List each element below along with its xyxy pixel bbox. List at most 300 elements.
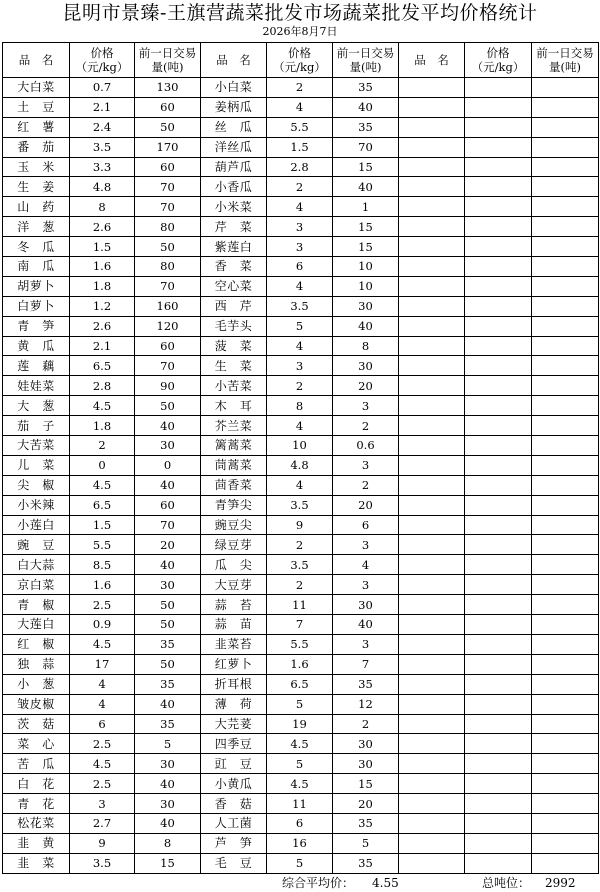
cell-price: 2 <box>267 376 333 396</box>
empty-cell <box>399 376 465 396</box>
header-row <box>3 43 599 78</box>
cell-price: 17 <box>70 654 135 674</box>
header-price-3: 价格（元/kg） <box>465 43 532 78</box>
table-row <box>3 555 599 575</box>
table-row <box>3 78 599 98</box>
table-row <box>3 654 599 674</box>
table-row <box>3 734 599 754</box>
empty-cell <box>465 495 532 515</box>
cell-volume: 30 <box>135 436 201 456</box>
empty-cell <box>465 515 532 535</box>
cell-price: 3.5 <box>70 137 135 157</box>
cell-name: 生 姜 <box>3 177 70 197</box>
empty-cell <box>399 734 465 754</box>
empty-cell <box>399 197 465 217</box>
empty-cell <box>532 416 599 436</box>
cell-volume: 3 <box>333 535 399 555</box>
empty-cell <box>399 674 465 694</box>
cell-name: 芦 笋 <box>201 833 267 853</box>
cell-price: 6 <box>70 714 135 734</box>
cell-name: 四季豆 <box>201 734 267 754</box>
cell-price: 4 <box>267 276 333 296</box>
cell-name: 胡萝卜 <box>3 276 70 296</box>
table-row <box>3 436 599 456</box>
empty-cell <box>532 555 599 575</box>
cell-name: 小黄瓜 <box>201 774 267 794</box>
cell-name: 篱蒿菜 <box>201 436 267 456</box>
table-row <box>3 595 599 615</box>
cell-volume: 20 <box>333 376 399 396</box>
cell-name: 小 葱 <box>3 674 70 694</box>
empty-cell <box>532 853 599 873</box>
empty-cell <box>399 316 465 336</box>
cell-volume: 90 <box>135 376 201 396</box>
table-row <box>3 257 599 277</box>
cell-price: 4.5 <box>70 396 135 416</box>
cell-name: 苦 瓜 <box>3 754 70 774</box>
table-row <box>3 177 599 197</box>
empty-cell <box>532 257 599 277</box>
empty-cell <box>465 296 532 316</box>
empty-cell <box>465 197 532 217</box>
cell-volume: 15 <box>135 853 201 873</box>
total-tonnage-label: 总吨位： <box>482 876 531 890</box>
cell-volume: 35 <box>135 634 201 654</box>
empty-cell <box>399 157 465 177</box>
cell-volume: 80 <box>135 257 201 277</box>
empty-cell <box>532 495 599 515</box>
table-row <box>3 336 599 356</box>
cell-name: 生 菜 <box>201 356 267 376</box>
table-row <box>3 117 599 137</box>
table-row <box>3 794 599 814</box>
empty-cell <box>399 515 465 535</box>
average-price-label: 综合平均价： <box>282 876 355 890</box>
empty-cell <box>532 396 599 416</box>
cell-volume: 35 <box>333 853 399 873</box>
cell-price: 8 <box>267 396 333 416</box>
header-name-1: 品 名 <box>3 43 70 78</box>
empty-cell <box>399 276 465 296</box>
cell-name: 大莲白 <box>3 615 70 635</box>
table-row <box>3 416 599 436</box>
cell-volume: 3 <box>333 634 399 654</box>
price-table <box>2 42 599 874</box>
cell-price: 2.6 <box>70 316 135 336</box>
cell-price: 4.5 <box>267 734 333 754</box>
cell-name: 青 椒 <box>3 595 70 615</box>
empty-cell <box>399 217 465 237</box>
table-row <box>3 475 599 495</box>
cell-name: 娃娃菜 <box>3 376 70 396</box>
empty-cell <box>532 336 599 356</box>
cell-price: 2 <box>267 575 333 595</box>
cell-volume: 3 <box>333 396 399 416</box>
empty-cell <box>465 97 532 117</box>
cell-price: 4.8 <box>70 177 135 197</box>
cell-price: 2.8 <box>70 376 135 396</box>
empty-cell <box>532 356 599 376</box>
cell-volume: 35 <box>135 674 201 694</box>
cell-name: 折耳根 <box>201 674 267 694</box>
empty-cell <box>465 833 532 853</box>
empty-cell <box>465 396 532 416</box>
cell-name: 小米辣 <box>3 495 70 515</box>
cell-name: 番 茄 <box>3 137 70 157</box>
table-row <box>3 356 599 376</box>
cell-price: 3 <box>70 794 135 814</box>
empty-cell <box>532 774 599 794</box>
total-tonnage-value: 2992 <box>545 876 576 890</box>
cell-name: 豌豆尖 <box>201 515 267 535</box>
empty-cell <box>465 674 532 694</box>
empty-cell <box>465 535 532 555</box>
cell-price: 2.5 <box>70 734 135 754</box>
cell-price: 2 <box>267 535 333 555</box>
cell-volume: 30 <box>333 595 399 615</box>
cell-price: 4 <box>70 674 135 694</box>
cell-price: 4.8 <box>267 455 333 475</box>
table-row <box>3 833 599 853</box>
empty-cell <box>399 356 465 376</box>
cell-volume: 12 <box>333 694 399 714</box>
cell-name: 红萝卜 <box>201 654 267 674</box>
cell-volume: 5 <box>333 833 399 853</box>
empty-cell <box>465 774 532 794</box>
cell-price: 4 <box>267 416 333 436</box>
cell-volume: 40 <box>333 615 399 635</box>
empty-cell <box>399 97 465 117</box>
cell-price: 11 <box>267 595 333 615</box>
empty-cell <box>532 674 599 694</box>
empty-cell <box>532 833 599 853</box>
cell-name: 洋 葱 <box>3 217 70 237</box>
cell-price: 1.8 <box>70 416 135 436</box>
empty-cell <box>532 634 599 654</box>
cell-name: 青笋尖 <box>201 495 267 515</box>
cell-name: 大苦菜 <box>3 436 70 456</box>
empty-cell <box>465 237 532 257</box>
cell-price: 1.5 <box>70 237 135 257</box>
table-row <box>3 813 599 833</box>
empty-cell <box>465 734 532 754</box>
cell-price: 5 <box>267 694 333 714</box>
cell-price: 19 <box>267 714 333 734</box>
report-title: 昆明市景臻-王旗营蔬菜批发市场蔬菜批发平均价格统计 <box>62 2 538 24</box>
cell-price: 3.5 <box>267 555 333 575</box>
empty-cell <box>399 794 465 814</box>
empty-cell <box>399 694 465 714</box>
cell-price: 2.5 <box>70 595 135 615</box>
cell-volume: 70 <box>135 177 201 197</box>
cell-name: 绿豆芽 <box>201 535 267 555</box>
cell-price: 2.8 <box>267 157 333 177</box>
cell-price: 9 <box>267 515 333 535</box>
cell-name: 丝 瓜 <box>201 117 267 137</box>
cell-volume: 50 <box>135 654 201 674</box>
empty-cell <box>399 615 465 635</box>
empty-cell <box>399 396 465 416</box>
empty-cell <box>465 157 532 177</box>
cell-price: 2.6 <box>70 217 135 237</box>
cell-name: 薄 荷 <box>201 694 267 714</box>
cell-name: 蒜 苔 <box>201 595 267 615</box>
cell-name: 香 菇 <box>201 794 267 814</box>
empty-cell <box>399 416 465 436</box>
cell-volume: 6 <box>333 515 399 535</box>
cell-price: 2 <box>267 78 333 98</box>
cell-name: 莲 藕 <box>3 356 70 376</box>
cell-name: 芹 菜 <box>201 217 267 237</box>
cell-price: 11 <box>267 794 333 814</box>
empty-cell <box>399 754 465 774</box>
cell-price: 3 <box>267 237 333 257</box>
table-row <box>3 455 599 475</box>
table-row <box>3 535 599 555</box>
cell-price: 1.5 <box>70 515 135 535</box>
table-row <box>3 495 599 515</box>
cell-name: 空心菜 <box>201 276 267 296</box>
header-price-2: 价格（元/kg） <box>267 43 333 78</box>
cell-volume: 35 <box>333 117 399 137</box>
cell-name: 京白菜 <box>3 575 70 595</box>
cell-volume: 50 <box>135 615 201 635</box>
cell-price: 8 <box>70 197 135 217</box>
table-row <box>3 853 599 873</box>
empty-cell <box>465 376 532 396</box>
table-row <box>3 674 599 694</box>
empty-cell <box>532 615 599 635</box>
cell-name: 小米菜 <box>201 197 267 217</box>
empty-cell <box>465 475 532 495</box>
empty-cell <box>399 634 465 654</box>
empty-cell <box>532 177 599 197</box>
empty-cell <box>399 495 465 515</box>
cell-name: 黄 瓜 <box>3 336 70 356</box>
empty-cell <box>532 455 599 475</box>
empty-cell <box>532 794 599 814</box>
empty-cell <box>465 336 532 356</box>
table-row <box>3 515 599 535</box>
cell-price: 1.6 <box>70 257 135 277</box>
cell-volume: 170 <box>135 137 201 157</box>
empty-cell <box>399 177 465 197</box>
empty-cell <box>532 654 599 674</box>
cell-price: 2 <box>267 177 333 197</box>
table-row <box>3 714 599 734</box>
cell-price: 5 <box>267 316 333 336</box>
empty-cell <box>532 117 599 137</box>
cell-name: 青 花 <box>3 794 70 814</box>
cell-price: 2.1 <box>70 336 135 356</box>
cell-price: 5.5 <box>70 535 135 555</box>
cell-volume: 10 <box>333 276 399 296</box>
cell-volume: 70 <box>333 137 399 157</box>
table-row <box>3 157 599 177</box>
cell-price: 4 <box>70 694 135 714</box>
cell-volume: 15 <box>333 217 399 237</box>
average-price-value: 4.55 <box>372 876 399 890</box>
empty-cell <box>532 714 599 734</box>
cell-price: 5 <box>267 754 333 774</box>
cell-price: 6 <box>267 813 333 833</box>
cell-volume: 160 <box>135 296 201 316</box>
cell-name: 白大蒜 <box>3 555 70 575</box>
cell-volume: 35 <box>135 714 201 734</box>
table-row <box>3 97 599 117</box>
cell-price: 0 <box>70 455 135 475</box>
cell-name: 韭 黄 <box>3 833 70 853</box>
cell-volume: 4 <box>333 555 399 575</box>
cell-name: 白萝卜 <box>3 296 70 316</box>
empty-cell <box>532 316 599 336</box>
cell-price: 7 <box>267 615 333 635</box>
empty-cell <box>399 296 465 316</box>
cell-volume: 30 <box>333 296 399 316</box>
cell-name: 小白菜 <box>201 78 267 98</box>
cell-volume: 40 <box>333 177 399 197</box>
cell-volume: 30 <box>333 734 399 754</box>
cell-volume: 30 <box>135 754 201 774</box>
cell-price: 2.5 <box>70 774 135 794</box>
cell-name: 瓜 尖 <box>201 555 267 575</box>
empty-cell <box>465 794 532 814</box>
cell-price: 6.5 <box>70 356 135 376</box>
empty-cell <box>399 833 465 853</box>
cell-name: 香 菜 <box>201 257 267 277</box>
empty-cell <box>399 853 465 873</box>
cell-price: 1.6 <box>70 575 135 595</box>
cell-name: 韭 菜 <box>3 853 70 873</box>
cell-price: 9 <box>70 833 135 853</box>
cell-name: 紫莲白 <box>201 237 267 257</box>
empty-cell <box>399 714 465 734</box>
cell-price: 0.7 <box>70 78 135 98</box>
report-date: 2026年8月7日 <box>262 25 338 38</box>
empty-cell <box>532 515 599 535</box>
cell-volume: 50 <box>135 237 201 257</box>
table-row <box>3 694 599 714</box>
cell-volume: 120 <box>135 316 201 336</box>
empty-cell <box>532 276 599 296</box>
cell-name: 茴香菜 <box>201 475 267 495</box>
empty-cell <box>465 416 532 436</box>
empty-cell <box>465 276 532 296</box>
header-price-1: 价格（元/kg） <box>70 43 135 78</box>
empty-cell <box>399 475 465 495</box>
cell-price: 10 <box>267 436 333 456</box>
empty-cell <box>399 455 465 475</box>
cell-volume: 2 <box>333 714 399 734</box>
cell-volume: 40 <box>135 813 201 833</box>
cell-price: 4.5 <box>267 774 333 794</box>
cell-volume: 35 <box>333 674 399 694</box>
cell-volume: 50 <box>135 595 201 615</box>
cell-price: 8.5 <box>70 555 135 575</box>
empty-cell <box>465 257 532 277</box>
empty-cell <box>532 475 599 495</box>
cell-name: 土 豆 <box>3 97 70 117</box>
cell-price: 6.5 <box>267 674 333 694</box>
header-volume-1: 前一日交易量(吨) <box>135 43 201 78</box>
cell-volume: 30 <box>333 754 399 774</box>
cell-volume: 35 <box>333 813 399 833</box>
cell-volume: 60 <box>135 495 201 515</box>
cell-volume: 8 <box>333 336 399 356</box>
cell-price: 3.5 <box>70 853 135 873</box>
empty-cell <box>399 654 465 674</box>
cell-volume: 3 <box>333 455 399 475</box>
cell-price: 3 <box>267 356 333 376</box>
cell-name: 大豆芽 <box>201 575 267 595</box>
cell-name: 尖 椒 <box>3 475 70 495</box>
cell-name: 小香瓜 <box>201 177 267 197</box>
empty-cell <box>532 78 599 98</box>
cell-name: 毛 豆 <box>201 853 267 873</box>
cell-volume: 60 <box>135 97 201 117</box>
empty-cell <box>532 535 599 555</box>
cell-name: 皱皮椒 <box>3 694 70 714</box>
empty-cell <box>399 535 465 555</box>
cell-volume: 7 <box>333 654 399 674</box>
table-row <box>3 615 599 635</box>
cell-name: 白 花 <box>3 774 70 794</box>
table-row <box>3 237 599 257</box>
cell-name: 大芫荽 <box>201 714 267 734</box>
cell-name: 儿 菜 <box>3 455 70 475</box>
cell-volume: 70 <box>135 356 201 376</box>
cell-price: 5.5 <box>267 634 333 654</box>
cell-volume: 35 <box>333 78 399 98</box>
cell-name: 人工菌 <box>201 813 267 833</box>
empty-cell <box>465 316 532 336</box>
empty-cell <box>465 177 532 197</box>
cell-price: 3 <box>267 217 333 237</box>
cell-price: 5 <box>267 853 333 873</box>
cell-price: 2.1 <box>70 97 135 117</box>
cell-volume: 40 <box>135 694 201 714</box>
empty-cell <box>399 78 465 98</box>
cell-name: 玉 米 <box>3 157 70 177</box>
cell-name: 葫芦瓜 <box>201 157 267 177</box>
cell-volume: 70 <box>135 515 201 535</box>
empty-cell <box>399 117 465 137</box>
table-row <box>3 575 599 595</box>
cell-volume: 50 <box>135 117 201 137</box>
cell-price: 1.5 <box>267 137 333 157</box>
empty-cell <box>465 217 532 237</box>
cell-price: 2.7 <box>70 813 135 833</box>
empty-cell <box>532 754 599 774</box>
cell-volume: 70 <box>135 197 201 217</box>
table-row <box>3 376 599 396</box>
empty-cell <box>532 296 599 316</box>
cell-price: 4.5 <box>70 634 135 654</box>
cell-name: 红 椒 <box>3 634 70 654</box>
cell-price: 2.4 <box>70 117 135 137</box>
empty-cell <box>399 555 465 575</box>
cell-volume: 70 <box>135 276 201 296</box>
empty-cell <box>465 455 532 475</box>
cell-price: 1.6 <box>267 654 333 674</box>
cell-volume: 10 <box>333 257 399 277</box>
cell-name: 菜 心 <box>3 734 70 754</box>
header-volume-3: 前一日交易量(吨) <box>532 43 599 78</box>
cell-volume: 0 <box>135 455 201 475</box>
cell-name: 菠 菜 <box>201 336 267 356</box>
table-row <box>3 634 599 654</box>
cell-volume: 60 <box>135 336 201 356</box>
